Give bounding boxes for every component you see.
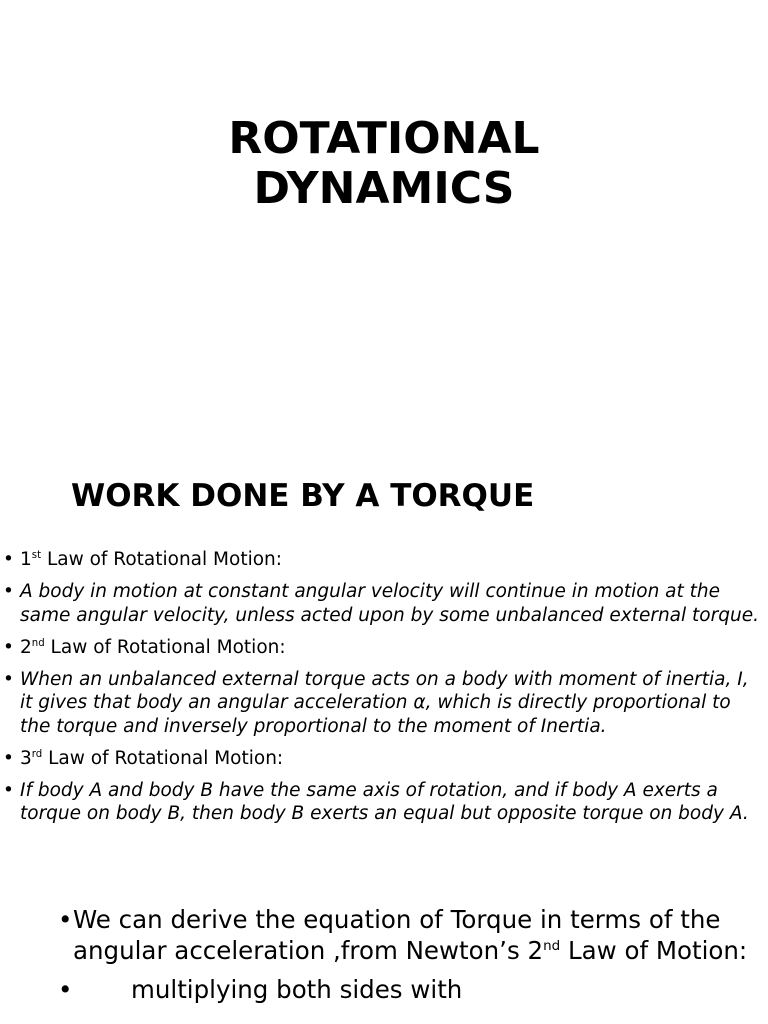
law-statement-1: A body in motion at constant angular velocity will continue in motion at the same angular velocity, unless acted upon by some unbalanced external torque. (20, 581, 759, 626)
bullet-icon: • (3, 549, 14, 570)
derivation-intro: We can derive the equation of Torque in terms of the angular acceleration ,from Newton’s 2nd Law of Motion: (73, 905, 748, 965)
law-heading-3: 3rd Law of Rotational Motion: (20, 747, 284, 769)
slide-title (0, 114, 768, 214)
law-statement-3: If body A and body B have the same axis of rotation, and if body A exerts a torque on body B, then body B exerts an equal but opposite torque on body A. (20, 779, 749, 824)
slide-title-line-1: ROTATIONAL (228, 113, 540, 164)
list-item (0, 636, 768, 660)
bullet-icon: • (3, 668, 14, 690)
law-heading-2: 2nd Law of Rotational Motion: (20, 636, 286, 658)
bullet-icon: • (58, 905, 73, 934)
section-heading: WORK DONE BY A TORQUE (71, 478, 535, 514)
list-item (58, 974, 758, 1005)
list-item (0, 668, 768, 739)
slide-title-line-2: DYNAMICS (253, 163, 515, 214)
bullet-icon: • (3, 636, 14, 658)
list-item (0, 747, 768, 771)
laws-list (0, 548, 768, 834)
list-item (0, 548, 768, 572)
list-item (0, 779, 768, 826)
bullet-icon: • (58, 975, 73, 1004)
bullet-icon: • (3, 581, 14, 602)
derivation-step: multiplying both sides with (131, 975, 463, 1004)
bullet-icon: • (3, 747, 14, 769)
list-item (0, 580, 768, 627)
law-statement-2: When an unbalanced external torque acts on a body with moment of inertia, I, it gives that body an angular acceleration α, which is directly proportional to the torque and inversely proportional to the moment of Inertia. (20, 668, 749, 737)
law-heading-1: 1st Law of Rotational Motion: (20, 549, 282, 570)
derivation-list (58, 904, 758, 1013)
bullet-icon: • (3, 779, 14, 801)
list-item (58, 904, 758, 966)
